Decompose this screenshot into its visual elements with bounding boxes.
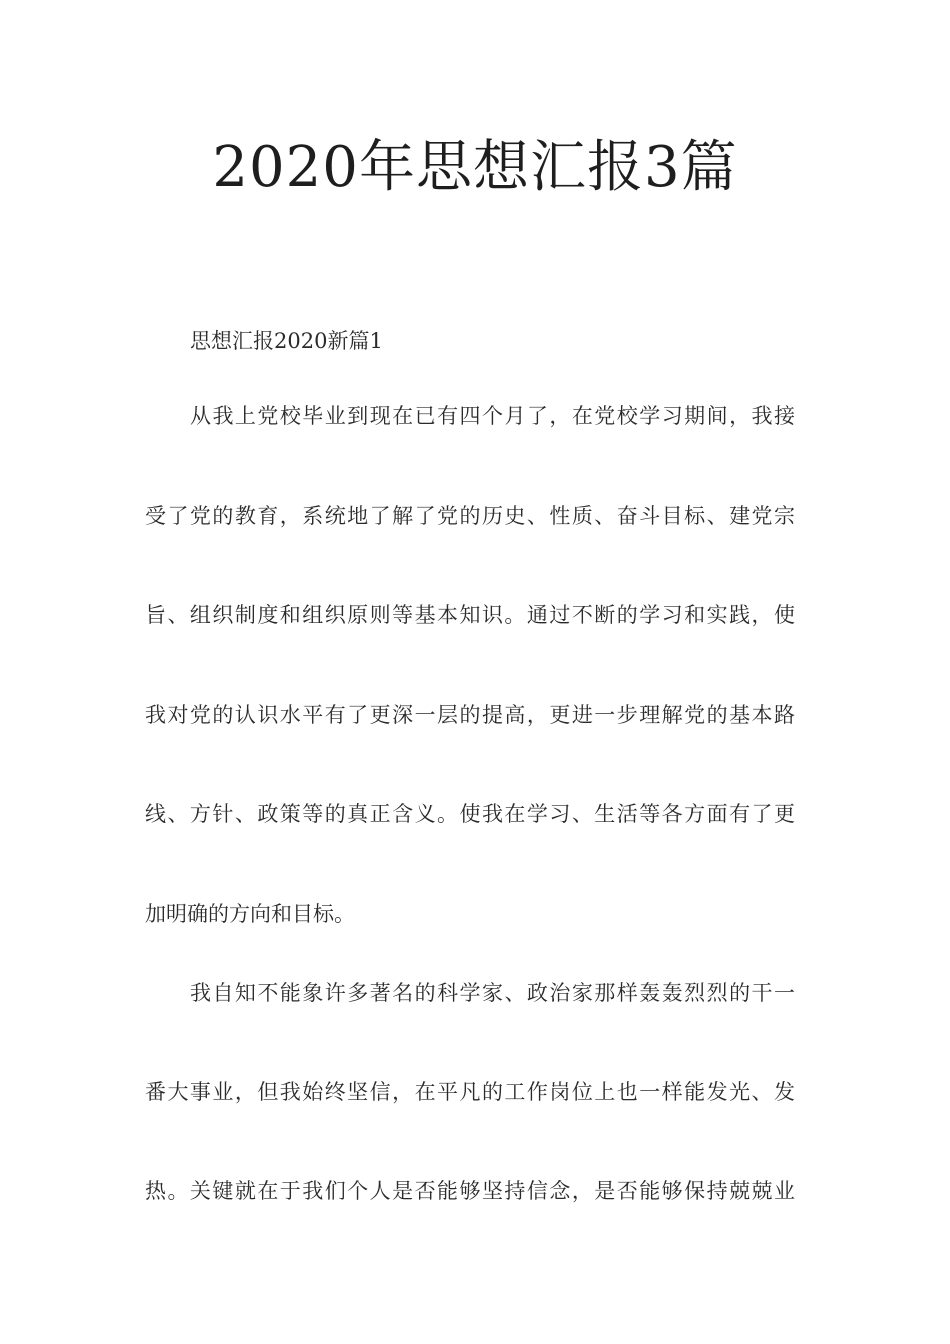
paragraph-line: 我对党的认识水平有了更深一层的提高，更进一步理解党的基本路 bbox=[145, 703, 795, 727]
section-heading: 思想汇报2020新篇1 bbox=[190, 329, 383, 353]
paragraph-2 bbox=[145, 978, 795, 1218]
paragraph-line: 我自知不能象许多著名的科学家、政治家那样轰轰烈烈的干一 bbox=[190, 981, 795, 1005]
paragraph-line: 加明确的方向和目标。 bbox=[145, 902, 355, 926]
paragraph-line: 旨、组织制度和组织原则等基本知识。通过不断的学习和实践，使 bbox=[145, 603, 795, 627]
paragraph-line: 热。关键就在于我们个人是否能够坚持信念，是否能够保持兢兢业 bbox=[145, 1179, 795, 1203]
paragraph-line: 线、方针、政策等的真正含义。使我在学习、生活等各方面有了更 bbox=[145, 802, 795, 826]
paragraph-line: 从我上党校毕业到现在已有四个月了，在党校学习期间，我接 bbox=[190, 404, 795, 428]
document-title: 2020年思想汇报3篇 bbox=[212, 135, 738, 200]
paragraph-1 bbox=[145, 401, 795, 931]
paragraph-line: 受了党的教育，系统地了解了党的历史、性质、奋斗目标、建党宗 bbox=[145, 504, 795, 528]
paragraph-line: 番大事业，但我始终坚信，在平凡的工作岗位上也一样能发光、发 bbox=[145, 1080, 795, 1104]
